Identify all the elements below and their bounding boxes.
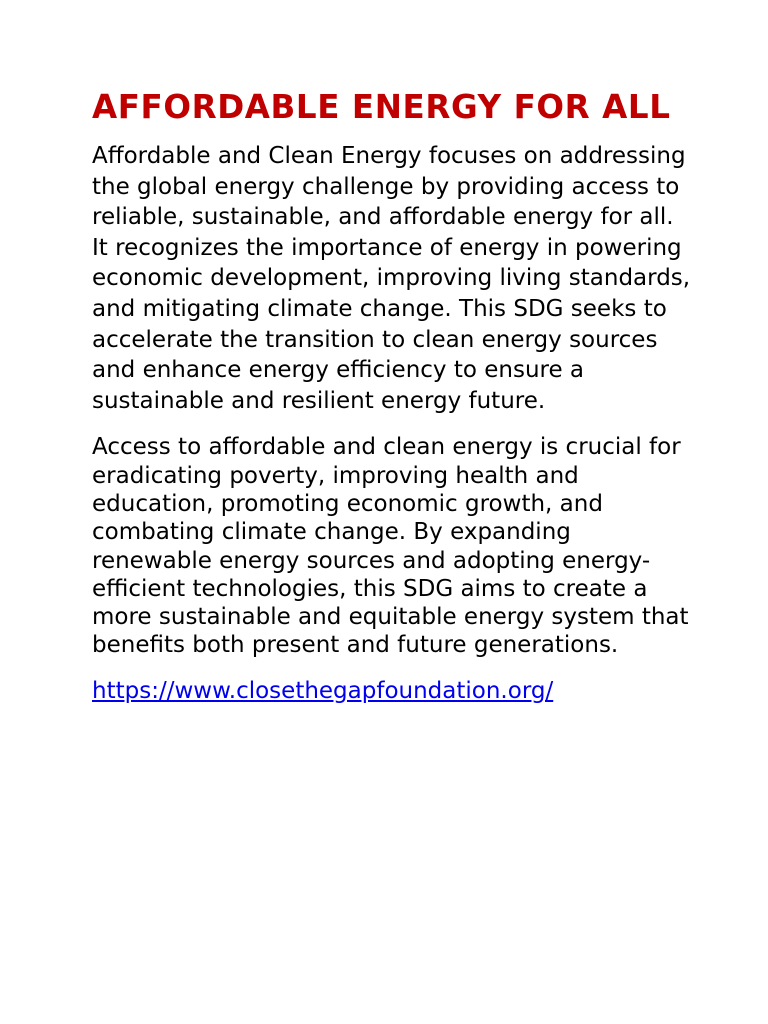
foundation-link[interactable]: https://www.closethegapfoundation.org/ bbox=[92, 677, 554, 704]
body-paragraph-2: Access to affordable and clean energy is crucial for eradicating poverty, improving health and education, promoting economic growth, and combating climate change. By expanding renewable energy sources and adopting energy-efficient technologies, this SDG aims to create a more sustainable and equitable energy system that benefits both present and future generations. bbox=[92, 434, 689, 659]
page-title: AFFORDABLE ENERGY FOR ALL bbox=[92, 88, 671, 126]
document-page bbox=[92, 84, 692, 706]
body-paragraph-1: Affordable and Clean Energy focuses on addressing the global energy challenge by providing access to reliable, sustainable, and affordable energy for all. It recognizes the importance of energy in powering economic development, improving living standards, and mitigating climate change. This SDG seeks to accelerate the transition to clean energy sources and enhance energy efficiency to ensure a sustainable and resilient energy future. bbox=[92, 143, 691, 414]
